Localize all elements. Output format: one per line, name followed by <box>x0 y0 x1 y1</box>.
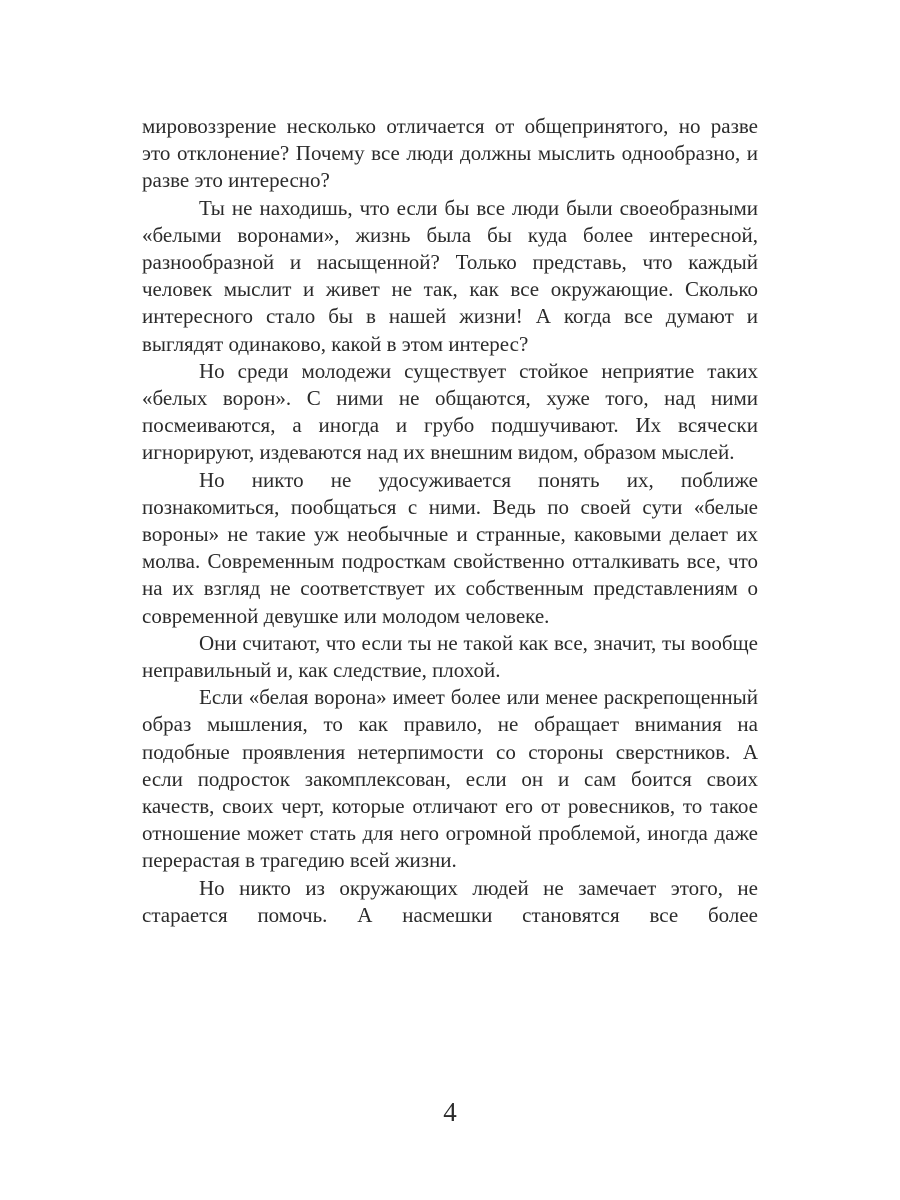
paragraph-2: Ты не находишь, что если бы все люди были своеобразными «белыми воронами», жизнь была бы куда более интересной, разнообразной и насыщенной? Только представь, что каждый человек мыслит и живет не так, как все окружающие. Сколько интересного стало бы в нашей жизни! А когда все думают и выглядят одинаково, какой в этом интерес? <box>142 195 758 356</box>
paragraph-7: Но никто из окружающих людей не замечает этого, не старается помочь. А насмешки становятся все более <box>142 875 758 927</box>
paragraph-4: Но никто не удосуживается понять их, поближе познакомиться, пообщаться с ними. Ведь по своей сути «белые вороны» не такие уж необычные и странные, каковыми делает их молва. Современным подросткам свойственно отталкивать все, что на их взгляд не соответствует их собственным представлениям о современной девушке или молодом человеке. <box>142 467 758 628</box>
body-text <box>142 113 758 929</box>
paragraph-5: Они считают, что если ты не такой как все, значит, ты вообще неправильный и, как следствие, плохой. <box>142 630 758 683</box>
paragraph-1: мировоззрение несколько отличается от общепринятого, но разве это отклонение? Почему все люди должны мыслить однообразно, и разве это интересно? <box>142 114 758 193</box>
page-number: 4 <box>443 1097 457 1127</box>
paragraph-3: Но среди молодежи существует стойкое неприятие таких «белых ворон». С ними не общаются, хуже того, над ними посмеиваются, а иногда и грубо подшучивают. Их всячески игнорируют, издеваются над их внешним видом, образом мыслей. <box>142 358 758 465</box>
paragraph-6: Если «белая ворона» имеет более или менее раскрепощенный образ мышления, то как правило, не обращает внимания на подобные проявления нетерпимости со стороны сверстников. А если подросток закомплексован, если он и сам боится своих качеств, своих черт, которые отличают его от ровесников, то такое отношение может стать для него огромной проблемой, иногда даже перерастая в трагедию всей жизни. <box>142 685 758 873</box>
